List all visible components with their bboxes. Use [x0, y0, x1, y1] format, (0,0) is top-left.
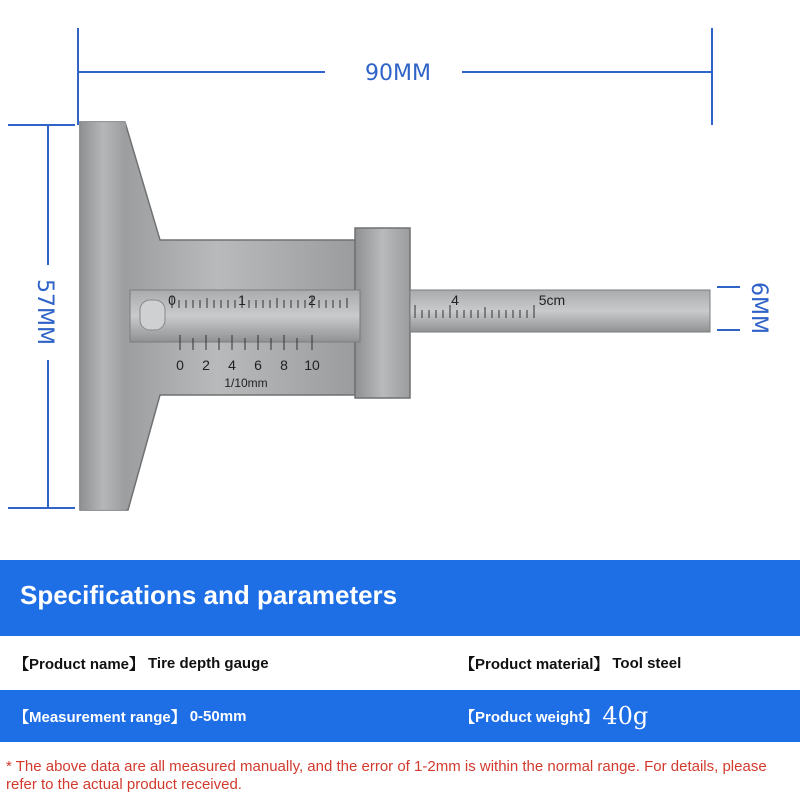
- vernier-0: 0: [176, 357, 184, 373]
- measurement-range-label: 【Measurement range】: [14, 708, 186, 726]
- product-material-cell: [460, 636, 681, 690]
- width-dimension-label: 90MM: [365, 61, 431, 86]
- product-weight-cell: [460, 690, 648, 742]
- measurement-range-value: 0-50mm: [189, 707, 247, 725]
- dimension-thickness: [717, 287, 740, 330]
- vernier-6: 6: [254, 357, 262, 373]
- main-scale-1: 1: [238, 292, 246, 308]
- product-name-cell: [14, 636, 269, 690]
- product-name-value: Tire depth gauge: [148, 654, 269, 672]
- measurement-range-cell: [14, 690, 246, 742]
- main-scale-4: 4: [451, 292, 459, 308]
- product-material-value: Tool steel: [612, 654, 682, 672]
- main-scale-0: 0: [168, 292, 176, 308]
- vernier-4: 4: [228, 357, 236, 373]
- tire-depth-gauge: [80, 122, 710, 510]
- product-name-label: 【Product name】: [14, 655, 145, 673]
- main-scale-5cm: 5cm: [538, 292, 566, 308]
- product-material-label: 【Product material】: [460, 655, 609, 673]
- spec-row-name-material: [0, 636, 800, 690]
- specs-header: [0, 560, 800, 636]
- main-scale-2: 2: [308, 292, 316, 308]
- vernier-2: 2: [202, 357, 210, 373]
- product-weight-value: 40g: [602, 702, 649, 730]
- vernier-unit-label: 1/10mm: [224, 376, 268, 390]
- thickness-dimension-label: 6MM: [746, 282, 771, 334]
- specs-title: Specifications and parameters: [20, 580, 398, 610]
- vernier-8: 8: [280, 357, 288, 373]
- footnote: * The above data are all measured manually, and the error of 1-2mm is within the normal range. For details, please refer to the actual product received.: [6, 758, 767, 793]
- product-weight-label: 【Product weight】: [460, 708, 599, 726]
- height-dimension-label: 57MM: [32, 279, 57, 345]
- vernier-10: 10: [304, 357, 320, 373]
- spec-row-range-weight: [0, 690, 800, 742]
